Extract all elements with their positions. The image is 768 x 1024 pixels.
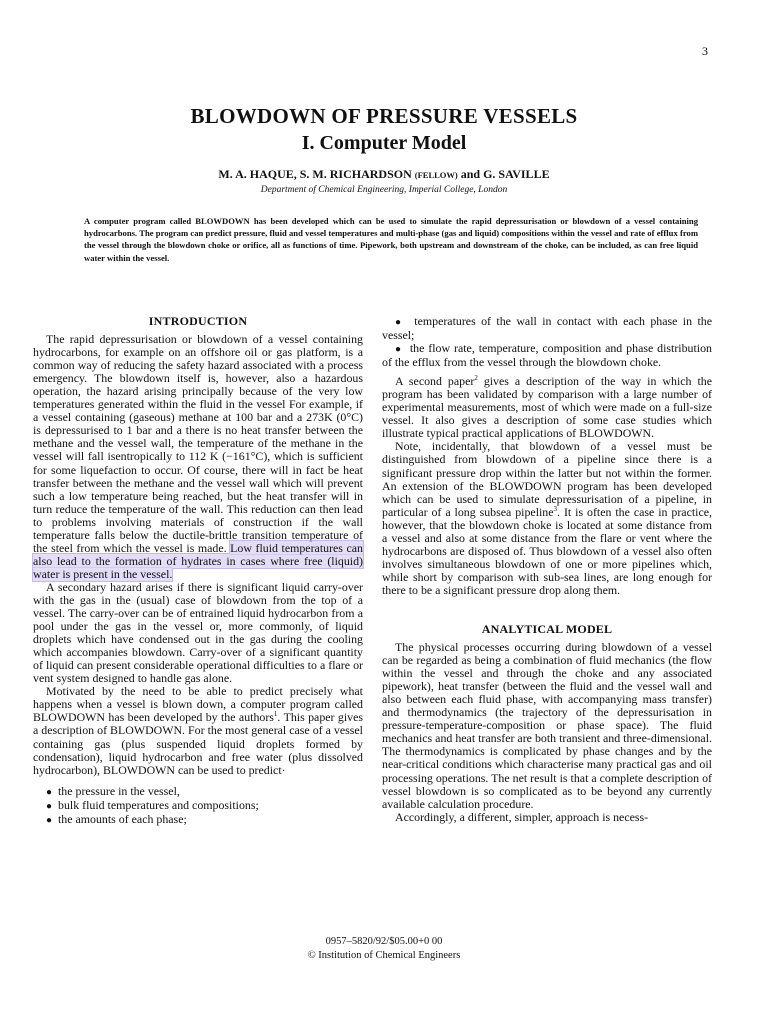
abstract: A computer program called BLOWDOWN has been developed which can be used to simulate the rapid depressurisation or blowdown of a vessel containing hydrocarbons. The program can predict pressure, fluid and vessel temperatures and multi-phase (gas and liquid) compositions within the vessel and rate of efflux from the vessel through the blowdown choke or orifice, all as functions of time. Pipework, both upstream and downstream of the choke, can be included, as can free liquid water within the vessel. [84, 216, 698, 263]
bullet-icon: ● [46, 814, 53, 826]
intro-paragraph-1-text: The rapid depressurisation or blowdown of a vessel containing hydrocarbons, for example on an offshore oil or gas platform, is a common way of reducing the safety hazard associated with a process emergency. The blowdown itself is, however, also a hazardous operation, the hazard arising principally because of the very low temperatures generated within the fluid in the vessel For example, if a vessel containing (gaseous) methane at 100 bar and a 273K (0°C) is depressurised to 1 bar and a there is no heat transfer between the methane and the vessel wall, the temperature of the methane in the vessel will fall isentropically to 112 K (−161°C), which is sufficient for some liquefaction to occur. Of course, there will in fact be heat transfer between the methane and the vessel wall which will prevent such a low temperature being reached, but the heat transfer will in turn reduce the temperature of the wall. This reduction can then lead to problems involving materials of construction if the wall temperature falls below the ductile-brittle transition temperature of the steel from which the vessel is made. [33, 332, 363, 555]
reference-3[interactable]: 3 [553, 504, 558, 513]
authors [0, 167, 768, 182]
page-number: 3 [702, 44, 708, 58]
affiliation: Department of Chemical Engineering, Imperial College, London [260, 185, 508, 195]
right-paragraph-3: The physical processes occurring during blowdown of a vessel can be regarded as being a combination of fluid mechanics (the flow within the vessel and through the choke and any associated pipework), heat transfer (between the fluid and the vessel wall and also between each fluid phase, with accompanying mass transfer) and thermodynamics (the trajectory of the depressurisation in pressure-temperature-composition or phase space). The fluid mechanics and heat transfer are both transient and three-dimensional. The thermodynamics is complicated by phase changes and by the near-critical conditions which characterise many practical gas and oil processing operations. The net result is that a complete description of vessel blowdown is so complicated as to be beyond any currently available calculation procedure. [382, 640, 712, 811]
right-paragraph-2: Note, incidentally, that blowdown of a vessel must be distinguished from blowdown of a pipeline since there is a significant pressure drop within the latter but not within the former. An extension of the BLOWDOWN program has been developed which can be used to simulate depressurisation of a pipeline, in particular of a long subsea pipeline$^3$. It is often the case in practice, however, that the blowdown choke is located at some distance from a vessel and also at some distance from the flare or vent where the hydrocarbons are disposed of. Thus blowdown of a vessel also often involves simultaneous blowdown of one or more pipelines which, while short by comparison with sub-sea lines, are long enough for there to be a significant pressure drop along them. [382, 439, 712, 597]
bullet-item: ● the pressure in the vessel, [46, 783, 180, 798]
authors-fellow: (FELLOW) [414, 170, 458, 180]
introduction-heading: INTRODUCTION [148, 314, 248, 328]
intro-paragraph-3 [33, 685, 363, 776]
footer [0, 935, 768, 963]
bullet-item: ● temperatures of the wall in contact with each phase in the vessel; [382, 314, 712, 343]
intro-paragraph-3b: . This paper gives a description of BLOWDOWN. For the most general case of a vessel containing gas (plus suspended liquid droplets formed by condensation), liquid hydrocarbon and free water (plus dissolved hydrocarbon), BLOWDOWN can be used to predict· [33, 710, 363, 777]
bullet-icon: ● [46, 800, 53, 812]
authors-main: M. A. HAQUE, S. M. RICHARDSON [218, 167, 412, 181]
authors-end: and G. SAVILLE [460, 167, 550, 181]
right-column [382, 315, 712, 824]
bullet-item: ● the flow rate, temperature, composition and phase distribution of the efflux from the vessel through the blowdown choke. [382, 341, 712, 370]
paper-subtitle: I. Computer Model [301, 132, 467, 154]
reference-2[interactable]: 2 [474, 374, 478, 383]
intro-paragraph-1 [33, 333, 363, 581]
right-paragraph-1: A second paper$^2$ gives a description of the way in which the program has been validated by comparison with a large number of experimental measurements, most of which were made on a full-size vessel. It also gives a description of some case studies which illustrate typical practical applications of BLOWDOWN. [382, 374, 712, 441]
bullet-icon: ● [395, 317, 404, 328]
analytical-model-heading: ANALYTICAL MODEL [481, 621, 613, 636]
reference-1[interactable]: 1 [273, 710, 278, 719]
intro-paragraph-3a: Motivated by the need to be able to predict precisely what happens when a vessel is blown down, a computer program called BLOWDOWN has been developed by the authors [33, 684, 363, 725]
left-column [33, 315, 363, 827]
bullet-icon: ● [46, 786, 53, 798]
issn-line: 0957–5820/92/$05.00+0 00 [325, 936, 443, 947]
bullet-item: ● the amounts of each phase; [46, 811, 187, 826]
bullet-icon: ● [395, 344, 402, 356]
right-paragraph-4: Accordingly, a different, simpler, approach is necess- [395, 809, 649, 824]
copyright-line: © Institution of Chemical Engineers [307, 950, 461, 961]
bullet-item: ● bulk fluid temperatures and compositions; [46, 797, 259, 812]
paper-title: BLOWDOWN OF PRESSURE VESSELS [190, 104, 578, 128]
intro-paragraph-2: A secondary hazard arises if there is significant liquid carry-over with the gas in the (usual) case of blowdown from the top of a vessel. The carry-over can be of entrained liquid hydrocarbon from a pool under the gas in the vessel or, more commonly, of liquid droplets which have condensed out in the gas during the cooling which accompanies blowdown. Carry-over of a significant quantity of liquid can present considerable operational difficulties to a flare or vent system designed to handle gas alone. [33, 579, 363, 686]
highlighted-text[interactable]: Low fluid temperatures can also lead to the formation of hydrates in cases where free (liquid) water is present in the vessel. [33, 540, 363, 581]
